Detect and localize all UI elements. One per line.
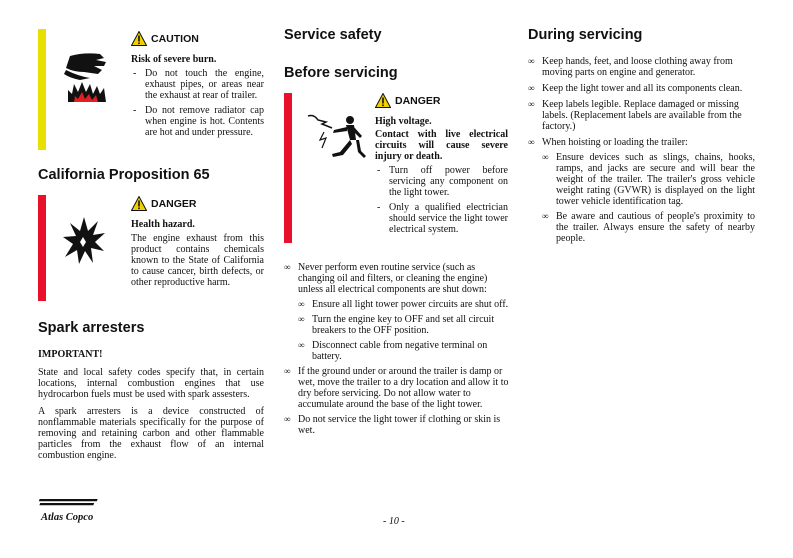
list-item: ∞ Ensure devices such as slings, chains, hooks, ramps, and jacks are secure and will bear the weight of the trailer. The trailer's gross vehicle weight rating (GVWR) is displayed on the light tower vehicle identification tag. bbox=[542, 152, 755, 207]
list-item: ∞ Keep the light tower and all its components clean. bbox=[528, 83, 755, 94]
before-servicing-title: Before servicing bbox=[284, 65, 398, 81]
warning-triangle-icon bbox=[131, 31, 147, 46]
caution-heading: CAUTION bbox=[131, 31, 199, 46]
spark-important: IMPORTANT! bbox=[38, 349, 103, 360]
caution-bar bbox=[38, 29, 46, 150]
list-item: - Do not remove radiator cap when engine is hot. Contents are hot and under pressure. bbox=[131, 105, 264, 138]
california-warn-text: The engine exhaust from this product contains chemicals known to the State of California to cause cancer, birth defects, or other reproductive harm. bbox=[131, 233, 264, 288]
list-item: ∞ Keep hands, feet, and loose clothing away from moving parts on engine and generator. bbox=[528, 56, 755, 78]
service-title: Service safety bbox=[284, 27, 382, 43]
spark-title: Spark arresters bbox=[38, 320, 145, 336]
list-item: - Turn off power before servicing any component on the light tower. bbox=[375, 165, 508, 198]
service-danger-body bbox=[375, 116, 508, 239]
during-servicing-list bbox=[528, 56, 755, 244]
list-item: ∞ Disconnect cable from negative terminal on battery. bbox=[298, 340, 509, 362]
list-item: ∞ When hoisting or loading the trailer: ∞ Ensure devices such as slings, chains, hooks, ramps, and jacks are secure and will bear the weight of the trailer. The trailer's gross vehicle weight rating (GVWR) is displayed on the light tower vehicle identification tag. ∞ Be aware and cautious of people's proximity to the trailer. Always ensure the safety of nearby people. bbox=[528, 137, 755, 244]
before-servicing-list bbox=[284, 262, 509, 436]
warning-triangle-icon bbox=[131, 196, 147, 211]
list-item: - Only a qualified electrician should service the light tower electrical system. bbox=[375, 202, 508, 235]
service-danger-heading: DANGER bbox=[375, 93, 441, 108]
service-warn-text: Contact with live electrical circuits will cause severe injury or death. bbox=[375, 129, 508, 162]
california-body bbox=[131, 219, 264, 288]
during-servicing-title: During servicing bbox=[528, 27, 643, 43]
electric-shock-icon bbox=[306, 112, 366, 162]
california-title: California Proposition 65 bbox=[38, 167, 210, 183]
caution-body bbox=[131, 54, 264, 142]
atlas-copco-logo bbox=[38, 498, 108, 524]
brand-text: Atlas Copco bbox=[41, 512, 94, 523]
explosion-icon bbox=[62, 215, 106, 265]
list-item: ∞ Ensure all light tower power circuits are shut off. bbox=[298, 299, 509, 310]
list-item: ∞ Do not service the light tower if clothing or skin is wet. bbox=[284, 414, 509, 436]
list-item: ∞ If the ground under or around the trailer is damp or wet, move the trailer to a dry location and allow it to dry before servicing. Do not allow water to accumulate around the base of the light tower. bbox=[284, 366, 509, 410]
list-item: - Do not touch the engine, exhaust pipes, or areas near the exhaust at rear of trailer. bbox=[131, 68, 264, 101]
list-item: ∞ Be aware and cautious of people's proximity to the trailer. Always ensure the safety of nearby people. bbox=[542, 211, 755, 244]
caution-title: Risk of severe burn. bbox=[131, 54, 217, 65]
page-number: - 10 - bbox=[383, 516, 405, 527]
warning-triangle-icon bbox=[375, 93, 391, 108]
service-warn-title: High voltage. bbox=[375, 116, 432, 127]
spark-para2: A spark arresters is a device constructed of nonflammable materials specifically for the purpose of removing and retaining carbon and other flammable particles from the exhaust flow of an internal combustion engine. bbox=[38, 406, 264, 461]
spark-para1: State and local safety codes specify that, in certain locations, internal combustion engines that use hydrocarbon fuels must be used with spark assesters. bbox=[38, 367, 264, 400]
danger-bar-service bbox=[284, 93, 292, 243]
danger-bar-california bbox=[38, 195, 46, 301]
california-danger-heading: DANGER bbox=[131, 196, 197, 211]
list-item: ∞ Never perform even routine service (such as changing oil and filters, or cleaning the engine) unless all electrical components are shut down: ∞ Ensure all light tower power circuits are shut off. ∞ Turn the engine key to OFF and set all circuit breakers to the OFF position. ∞ Disconnect cable from negative terminal on battery. bbox=[284, 262, 509, 362]
california-warn-title: Health hazard. bbox=[131, 219, 195, 230]
burn-icon bbox=[60, 50, 118, 106]
list-item: ∞ Turn the engine key to OFF and set all circuit breakers to the OFF position. bbox=[298, 314, 509, 336]
list-item: ∞ Keep labels legible. Replace damaged or missing labels. (Replacement labels are available from the factory.) bbox=[528, 99, 755, 132]
spark-body bbox=[38, 349, 264, 461]
